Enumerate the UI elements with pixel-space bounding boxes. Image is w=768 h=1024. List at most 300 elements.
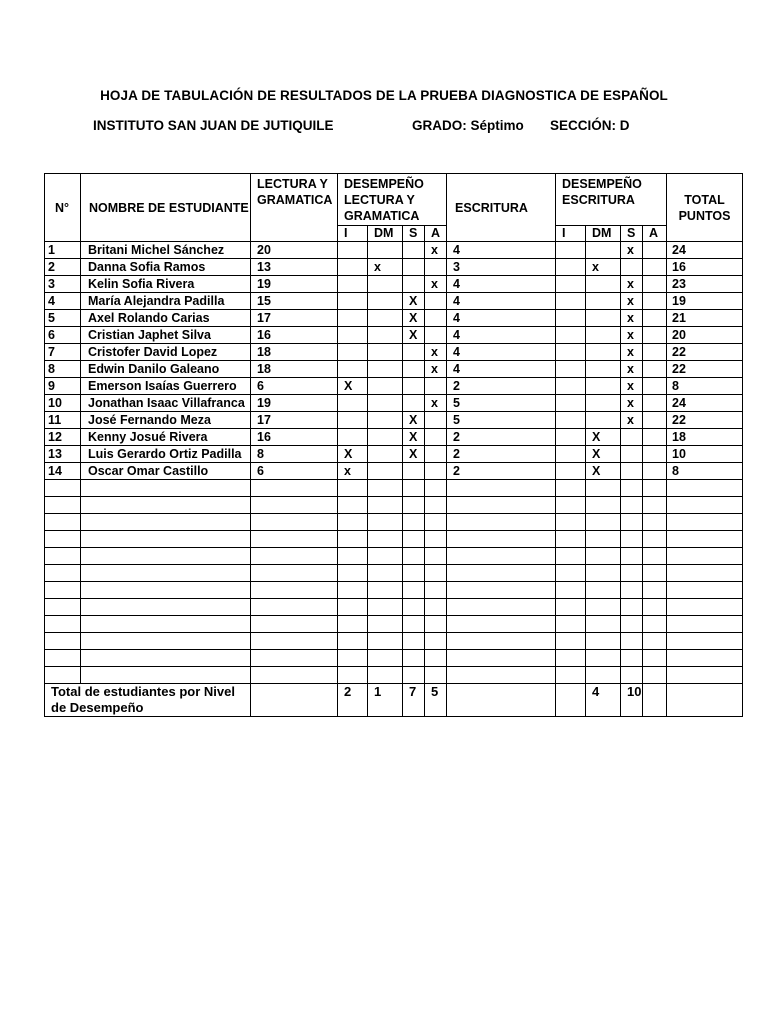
reading-grammar-score <box>251 514 338 531</box>
table-row <box>45 548 743 565</box>
table-row <box>45 650 743 667</box>
writing-level-i <box>556 310 586 327</box>
writing-score <box>447 497 556 514</box>
student-name <box>81 582 251 599</box>
total-points: 24 <box>667 395 743 412</box>
student-name <box>81 480 251 497</box>
writing-level-a <box>643 582 667 599</box>
row-number: 8 <box>45 361 81 378</box>
writing-level-dm <box>586 395 621 412</box>
total-points <box>667 514 743 531</box>
writing-score <box>447 582 556 599</box>
student-name <box>81 633 251 650</box>
reading-level-dm <box>368 531 403 548</box>
reading-level-s <box>403 548 425 565</box>
total-points <box>667 650 743 667</box>
total-row-label: Total de estudiantes por Nivel de Desempeño <box>45 684 251 717</box>
reading-grammar-score: 15 <box>251 293 338 310</box>
total-reading-a: 5 <box>425 684 447 717</box>
writing-level-i <box>556 361 586 378</box>
reading-level-a <box>425 429 447 446</box>
reading-level-i <box>338 650 368 667</box>
writing-level-s <box>621 497 643 514</box>
header-performance-writing: DESEMPEÑO ESCRITURA <box>556 174 667 226</box>
student-name <box>81 650 251 667</box>
reading-level-dm <box>368 548 403 565</box>
writing-level-a <box>643 616 667 633</box>
reading-level-a <box>425 480 447 497</box>
reading-grammar-score: 20 <box>251 242 338 259</box>
writing-level-a <box>643 446 667 463</box>
reading-level-i <box>338 429 368 446</box>
total-points: 21 <box>667 310 743 327</box>
total-points <box>667 633 743 650</box>
table-row <box>45 497 743 514</box>
writing-level-a <box>643 327 667 344</box>
reading-level-a <box>425 633 447 650</box>
writing-level-s <box>621 429 643 446</box>
writing-score <box>447 480 556 497</box>
writing-level-a <box>643 633 667 650</box>
reading-grammar-score: 19 <box>251 395 338 412</box>
reading-level-a <box>425 310 447 327</box>
reading-level-i <box>338 310 368 327</box>
writing-score: 5 <box>447 412 556 429</box>
writing-score: 4 <box>447 276 556 293</box>
writing-score: 4 <box>447 242 556 259</box>
table-row <box>45 531 743 548</box>
reading-level-dm: x <box>368 259 403 276</box>
reading-level-dm <box>368 242 403 259</box>
reading-level-a <box>425 616 447 633</box>
reading-grammar-score <box>251 650 338 667</box>
student-name: Edwin Danilo Galeano <box>81 361 251 378</box>
total-reading-s: 7 <box>403 684 425 717</box>
writing-level-a <box>643 531 667 548</box>
reading-grammar-score <box>251 616 338 633</box>
writing-score <box>447 531 556 548</box>
writing-score: 4 <box>447 327 556 344</box>
writing-level-dm: x <box>586 259 621 276</box>
reading-level-i <box>338 327 368 344</box>
writing-level-dm <box>586 531 621 548</box>
writing-level-dm <box>586 548 621 565</box>
header-reading-grammar: LECTURA Y GRAMATICA <box>251 174 338 242</box>
reading-level-s: X <box>403 293 425 310</box>
writing-level-s: x <box>621 361 643 378</box>
total-points: 22 <box>667 361 743 378</box>
reading-grammar-score <box>251 548 338 565</box>
reading-level-s <box>403 242 425 259</box>
writing-level-i <box>556 259 586 276</box>
reading-level-i <box>338 497 368 514</box>
reading-level-dm <box>368 344 403 361</box>
student-name: Axel Rolando Carias <box>81 310 251 327</box>
student-name: Jonathan Isaac Villafranca <box>81 395 251 412</box>
writing-level-i <box>556 548 586 565</box>
reading-level-i <box>338 293 368 310</box>
writing-level-s <box>621 667 643 684</box>
writing-level-dm <box>586 480 621 497</box>
writing-level-i <box>556 378 586 395</box>
reading-level-i <box>338 276 368 293</box>
total-points: 23 <box>667 276 743 293</box>
reading-level-dm <box>368 276 403 293</box>
row-number <box>45 514 81 531</box>
writing-level-i <box>556 667 586 684</box>
row-number <box>45 633 81 650</box>
writing-level-a <box>643 480 667 497</box>
writing-level-i <box>556 242 586 259</box>
table-row <box>45 378 743 395</box>
reading-grammar-score: 18 <box>251 344 338 361</box>
writing-level-a <box>643 310 667 327</box>
reading-level-a: x <box>425 242 447 259</box>
row-number <box>45 582 81 599</box>
reading-level-i <box>338 259 368 276</box>
table-row <box>45 361 743 378</box>
reading-grammar-score: 16 <box>251 429 338 446</box>
reading-level-s <box>403 582 425 599</box>
reading-grammar-score <box>251 497 338 514</box>
writing-score: 4 <box>447 361 556 378</box>
writing-level-i <box>556 327 586 344</box>
student-name: Emerson Isaías Guerrero <box>81 378 251 395</box>
table-row <box>45 242 743 259</box>
total-points: 22 <box>667 344 743 361</box>
total-points <box>667 480 743 497</box>
reading-level-s <box>403 497 425 514</box>
table-row <box>45 616 743 633</box>
reading-level-a <box>425 650 447 667</box>
writing-level-s <box>621 599 643 616</box>
reading-level-a <box>425 548 447 565</box>
reading-level-dm <box>368 395 403 412</box>
total-points: 22 <box>667 412 743 429</box>
total-points: 19 <box>667 293 743 310</box>
total-points <box>667 582 743 599</box>
reading-level-dm <box>368 327 403 344</box>
reading-grammar-score: 13 <box>251 259 338 276</box>
writing-level-dm <box>586 242 621 259</box>
writing-level-s <box>621 514 643 531</box>
writing-score <box>447 548 556 565</box>
reading-level-dm <box>368 497 403 514</box>
table-row <box>45 463 743 480</box>
writing-level-dm <box>586 582 621 599</box>
reading-level-s <box>403 531 425 548</box>
table-row <box>45 276 743 293</box>
writing-level-i <box>556 633 586 650</box>
table-row <box>45 599 743 616</box>
row-number: 6 <box>45 327 81 344</box>
writing-level-i <box>556 480 586 497</box>
reading-level-i <box>338 667 368 684</box>
total-points: 8 <box>667 463 743 480</box>
table-row <box>45 514 743 531</box>
reading-level-a <box>425 497 447 514</box>
reading-level-a: x <box>425 344 447 361</box>
level-dm-writing: DM <box>586 226 621 242</box>
header-writing: ESCRITURA <box>447 174 556 242</box>
student-name: Luis Gerardo Ortiz Padilla <box>81 446 251 463</box>
reading-level-dm <box>368 582 403 599</box>
writing-score: 2 <box>447 378 556 395</box>
writing-level-a <box>643 667 667 684</box>
row-number <box>45 565 81 582</box>
reading-level-dm <box>368 378 403 395</box>
total-points <box>667 548 743 565</box>
reading-level-i <box>338 582 368 599</box>
writing-level-dm <box>586 565 621 582</box>
reading-level-s <box>403 650 425 667</box>
table-row <box>45 310 743 327</box>
writing-score: 4 <box>447 293 556 310</box>
writing-level-a <box>643 395 667 412</box>
reading-level-s: X <box>403 327 425 344</box>
total-points <box>667 616 743 633</box>
total-points: 20 <box>667 327 743 344</box>
writing-level-s <box>621 259 643 276</box>
table-row <box>45 633 743 650</box>
writing-level-dm <box>586 650 621 667</box>
writing-level-dm <box>586 293 621 310</box>
reading-level-a <box>425 446 447 463</box>
reading-level-s <box>403 616 425 633</box>
reading-level-s <box>403 259 425 276</box>
reading-grammar-score: 16 <box>251 327 338 344</box>
total-points <box>667 565 743 582</box>
writing-level-dm <box>586 327 621 344</box>
reading-level-s <box>403 667 425 684</box>
reading-level-s <box>403 344 425 361</box>
writing-level-s <box>621 650 643 667</box>
row-number: 7 <box>45 344 81 361</box>
level-a-writing: A <box>643 226 667 242</box>
reading-grammar-score: 18 <box>251 361 338 378</box>
reading-level-i: X <box>338 378 368 395</box>
student-name: Cristofer David Lopez <box>81 344 251 361</box>
table-row <box>45 429 743 446</box>
writing-level-dm <box>586 412 621 429</box>
writing-level-a <box>643 276 667 293</box>
writing-level-s: x <box>621 378 643 395</box>
writing-level-s <box>621 463 643 480</box>
reading-level-i <box>338 565 368 582</box>
writing-score <box>447 565 556 582</box>
writing-level-s <box>621 531 643 548</box>
reading-level-dm <box>368 480 403 497</box>
reading-level-a <box>425 463 447 480</box>
writing-level-s <box>621 548 643 565</box>
total-reading-dm: 1 <box>368 684 403 717</box>
institute-name: INSTITUTO SAN JUAN DE JUTIQUILE <box>93 118 334 133</box>
writing-level-i <box>556 616 586 633</box>
level-s-writing: S <box>621 226 643 242</box>
header-student-name: NOMBRE DE ESTUDIANTE <box>81 174 251 242</box>
section-label: SECCIÓN: D <box>550 118 630 133</box>
writing-level-dm: X <box>586 463 621 480</box>
row-number: 9 <box>45 378 81 395</box>
writing-level-i <box>556 497 586 514</box>
writing-level-s: x <box>621 310 643 327</box>
writing-level-dm <box>586 310 621 327</box>
reading-level-a: x <box>425 276 447 293</box>
total-writing-i <box>556 684 586 717</box>
results-table <box>44 173 743 717</box>
total-points: 8 <box>667 378 743 395</box>
reading-level-dm <box>368 310 403 327</box>
writing-level-a <box>643 361 667 378</box>
writing-level-dm <box>586 378 621 395</box>
reading-level-a <box>425 378 447 395</box>
row-number: 11 <box>45 412 81 429</box>
reading-level-s <box>403 565 425 582</box>
row-number: 13 <box>45 446 81 463</box>
writing-level-dm <box>586 667 621 684</box>
row-number: 14 <box>45 463 81 480</box>
reading-level-s <box>403 361 425 378</box>
total-points <box>667 667 743 684</box>
total-writing-dm: 4 <box>586 684 621 717</box>
writing-level-i <box>556 531 586 548</box>
student-name: Oscar Omar Castillo <box>81 463 251 480</box>
writing-level-s: x <box>621 293 643 310</box>
student-name <box>81 548 251 565</box>
writing-level-s: x <box>621 412 643 429</box>
row-number <box>45 650 81 667</box>
writing-level-s <box>621 582 643 599</box>
writing-level-i <box>556 276 586 293</box>
writing-score <box>447 650 556 667</box>
writing-score <box>447 616 556 633</box>
reading-level-i <box>338 361 368 378</box>
reading-level-s: X <box>403 446 425 463</box>
row-number <box>45 548 81 565</box>
student-name <box>81 667 251 684</box>
total-points <box>667 531 743 548</box>
writing-level-dm: X <box>586 429 621 446</box>
writing-level-dm <box>586 514 621 531</box>
grade-label: GRADO: Séptimo <box>412 118 524 133</box>
writing-level-s: x <box>621 276 643 293</box>
writing-level-s <box>621 480 643 497</box>
total-points: 18 <box>667 429 743 446</box>
total-writing-a <box>643 684 667 717</box>
student-name: Britani Michel Sánchez <box>81 242 251 259</box>
student-name <box>81 514 251 531</box>
writing-level-i <box>556 599 586 616</box>
reading-level-i <box>338 531 368 548</box>
writing-level-a <box>643 599 667 616</box>
reading-level-i: x <box>338 463 368 480</box>
student-name <box>81 497 251 514</box>
student-name: Danna Sofia Ramos <box>81 259 251 276</box>
writing-level-s: x <box>621 344 643 361</box>
row-number: 4 <box>45 293 81 310</box>
reading-grammar-score <box>251 480 338 497</box>
reading-level-s <box>403 276 425 293</box>
row-number: 12 <box>45 429 81 446</box>
table-row <box>45 395 743 412</box>
total-points: 16 <box>667 259 743 276</box>
table-row <box>45 446 743 463</box>
writing-level-dm <box>586 276 621 293</box>
writing-level-a <box>643 565 667 582</box>
reading-level-i <box>338 616 368 633</box>
row-number <box>45 616 81 633</box>
reading-grammar-score <box>251 667 338 684</box>
reading-level-dm <box>368 429 403 446</box>
reading-level-i <box>338 395 368 412</box>
reading-level-dm <box>368 361 403 378</box>
writing-level-i <box>556 429 586 446</box>
total-points <box>667 497 743 514</box>
writing-level-i <box>556 650 586 667</box>
row-number: 3 <box>45 276 81 293</box>
row-number: 5 <box>45 310 81 327</box>
writing-level-i <box>556 446 586 463</box>
row-number <box>45 480 81 497</box>
writing-score: 2 <box>447 429 556 446</box>
reading-level-i <box>338 599 368 616</box>
student-name <box>81 531 251 548</box>
student-name: Kenny Josué Rivera <box>81 429 251 446</box>
writing-level-a <box>643 429 667 446</box>
writing-level-a <box>643 242 667 259</box>
reading-level-a <box>425 599 447 616</box>
reading-level-a <box>425 327 447 344</box>
level-s-reading: S <box>403 226 425 242</box>
writing-level-i <box>556 395 586 412</box>
header-number: N° <box>45 174 81 242</box>
total-points-sum <box>667 684 743 717</box>
row-number: 2 <box>45 259 81 276</box>
writing-level-dm <box>586 361 621 378</box>
reading-level-dm <box>368 667 403 684</box>
row-number <box>45 599 81 616</box>
total-points: 24 <box>667 242 743 259</box>
reading-level-a <box>425 582 447 599</box>
total-points: 10 <box>667 446 743 463</box>
document-title: HOJA DE TABULACIÓN DE RESULTADOS DE LA PRUEBA DIAGNOSTICA DE ESPAÑOL <box>100 88 668 103</box>
reading-level-s <box>403 514 425 531</box>
writing-level-dm <box>586 599 621 616</box>
reading-level-a <box>425 531 447 548</box>
reading-grammar-score <box>251 531 338 548</box>
total-reading-i: 2 <box>338 684 368 717</box>
student-name <box>81 599 251 616</box>
reading-level-dm <box>368 514 403 531</box>
reading-level-dm <box>368 446 403 463</box>
reading-level-dm <box>368 650 403 667</box>
reading-level-a <box>425 293 447 310</box>
student-name <box>81 565 251 582</box>
total-row <box>45 684 743 717</box>
student-name: Kelin Sofia Rivera <box>81 276 251 293</box>
row-number: 1 <box>45 242 81 259</box>
row-number <box>45 531 81 548</box>
table-row <box>45 412 743 429</box>
total-writing-s: 10 <box>621 684 643 717</box>
reading-level-a <box>425 412 447 429</box>
writing-level-a <box>643 650 667 667</box>
writing-level-a <box>643 259 667 276</box>
reading-level-s <box>403 463 425 480</box>
level-i-writing: I <box>556 226 586 242</box>
reading-level-a <box>425 667 447 684</box>
writing-level-dm <box>586 616 621 633</box>
